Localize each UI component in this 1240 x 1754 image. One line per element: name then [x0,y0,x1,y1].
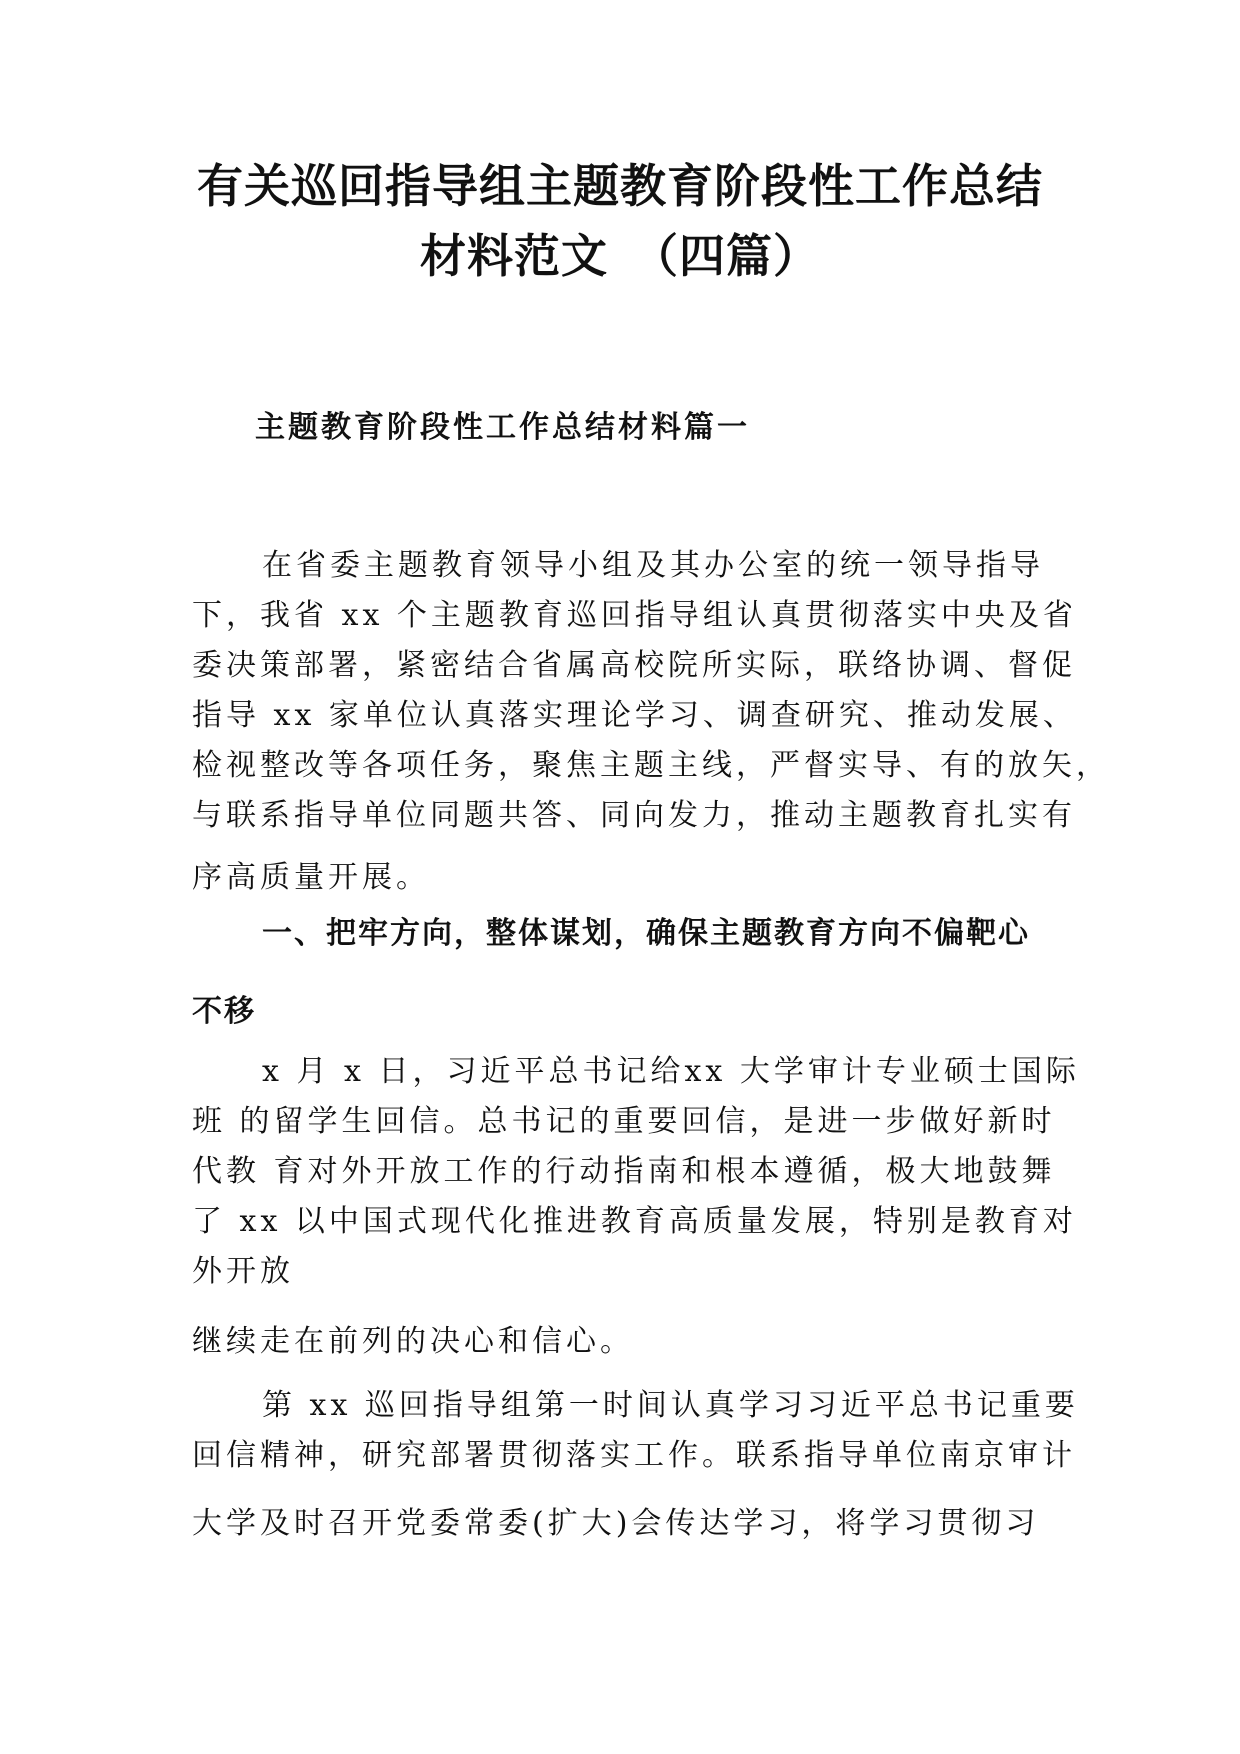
document-title-line-1: 有关巡回指导组主题教育阶段性工作总结 [197,159,1043,213]
paragraph-3-line: 大学及时召开党委常委(扩大)会传达学习，将学习贯彻习 [192,1506,1040,1541]
paragraph-2-line: 外开放 [192,1254,294,1289]
paragraph-1-line: 序高质量开展。 [192,860,430,895]
section-heading-1-line-2: 不移 [192,994,256,1029]
paragraph-2-line: 班 的留学生回信。总书记的重要回信，是进一步做好新时 [192,1104,1056,1139]
paragraph-1-line: 下，我省 xx 个主题教育巡回指导组认真贯彻落实中央及省 [192,598,1077,633]
paragraph-2-line: 代教 育对外开放工作的行动指南和根本遵循，极大地鼓舞 [192,1154,1056,1189]
paragraph-1-line: 检视整改等各项任务，聚焦主题主线，严督实导、有的放矢， [192,748,1110,783]
document-title-line-2: 材料范文 （四篇） [420,229,820,283]
paragraph-2-line: 继续走在前列的决心和信心。 [192,1324,634,1359]
paragraph-1-line: 在省委主题教育领导小组及其办公室的统一领导指导 [262,548,1044,583]
paragraph-1-line: 指导 xx 家单位认真落实理论学习、调查研究、推动发展、 [192,698,1077,733]
paragraph-1-line: 与联系指导单位同题共答、同向发力，推动主题教育扎实有 [192,798,1076,833]
section-subtitle: 主题教育阶段性工作总结材料篇一 [255,410,750,445]
paragraph-3-line: 第 xx 巡回指导组第一时间认真学习习近平总书记重要 [262,1388,1079,1423]
paragraph-1-line: 委决策部署，紧密结合省属高校院所实际，联络协调、督促 [192,648,1076,683]
paragraph-3-line: 回信精神，研究部署贯彻落实工作。联系指导单位南京审计 [192,1438,1076,1473]
section-heading-1-line-1: 一、把牢方向，整体谋划，确保主题教育方向不偏靶心 [262,916,1030,951]
paragraph-2-line: 了 xx 以中国式现代化推进教育高质量发展，特别是教育对 [192,1204,1077,1239]
paragraph-2-line: x 月 x 日，习近平总书记给xx 大学审计专业硕士国际 [262,1054,1080,1089]
